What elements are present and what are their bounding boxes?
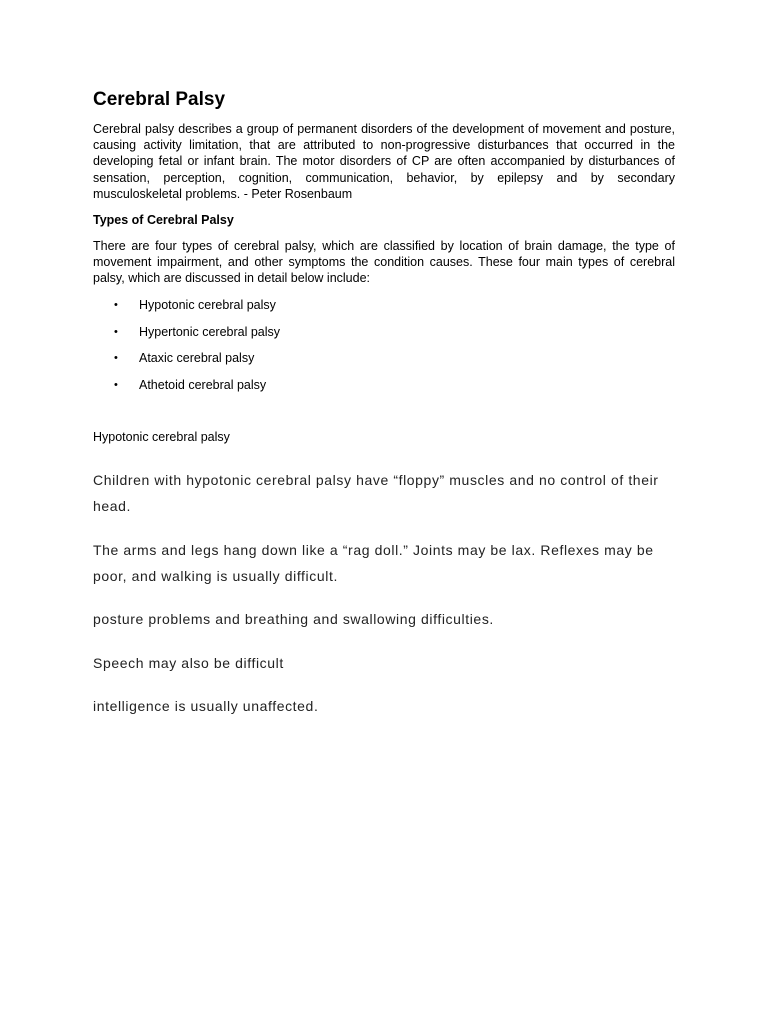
bullet-icon: • <box>114 325 118 338</box>
hypotonic-detail-paragraph: intelligence is usually unaffected. <box>93 698 319 714</box>
types-intro-paragraph: There are four types of cerebral palsy, which are classified by location of brain damage, the type of movement impairment, and other symptoms the condition causes. These four main types of cerebral palsy, which are discussed in detail below include: <box>93 239 675 286</box>
document-title: Cerebral Palsy <box>93 89 226 110</box>
bullet-icon: • <box>114 299 118 311</box>
list-item-text: Hypertonic cerebral palsy <box>139 324 281 339</box>
hypotonic-detail-paragraph: posture problems and breathing and swallowing difficulties. <box>93 611 494 627</box>
hypotonic-detail-paragraph: Children with hypotonic cerebral palsy have “floppy” muscles and no control of their head. <box>93 472 659 514</box>
list-item <box>93 296 280 323</box>
list-item-text: Athetoid cerebral palsy <box>139 377 267 392</box>
list-item <box>93 376 280 403</box>
hypotonic-detail-paragraph: Speech may also be difficult <box>93 655 284 671</box>
hypotonic-detail-paragraph: The arms and legs hang down like a “rag doll.” Joints may be lax. Reflexes may be poor, and walking is usually difficult. <box>93 542 654 584</box>
list-item-text: Ataxic cerebral palsy <box>139 351 255 365</box>
hypotonic-heading: Hypotonic cerebral palsy <box>93 430 230 444</box>
intro-paragraph: Cerebral palsy describes a group of permanent disorders of the development of movement and posture, causing activity limitation, that are attributed to non-progressive disturbances that occurred in the developing fetal or infant brain. The motor disorders of CP are often accompanied by disturbances of sensation, perception, cognition, communication, behavior, by epilepsy and by secondary musculoskeletal problems. - Peter Rosenbaum <box>93 122 675 201</box>
types-heading: Types of Cerebral Palsy <box>93 213 234 227</box>
bullet-icon: • <box>114 378 118 391</box>
bullet-icon: • <box>114 352 118 364</box>
list-item-text: Hypotonic cerebral palsy <box>139 298 276 312</box>
list-item <box>93 323 280 350</box>
types-list <box>93 296 280 402</box>
list-item <box>93 349 280 376</box>
